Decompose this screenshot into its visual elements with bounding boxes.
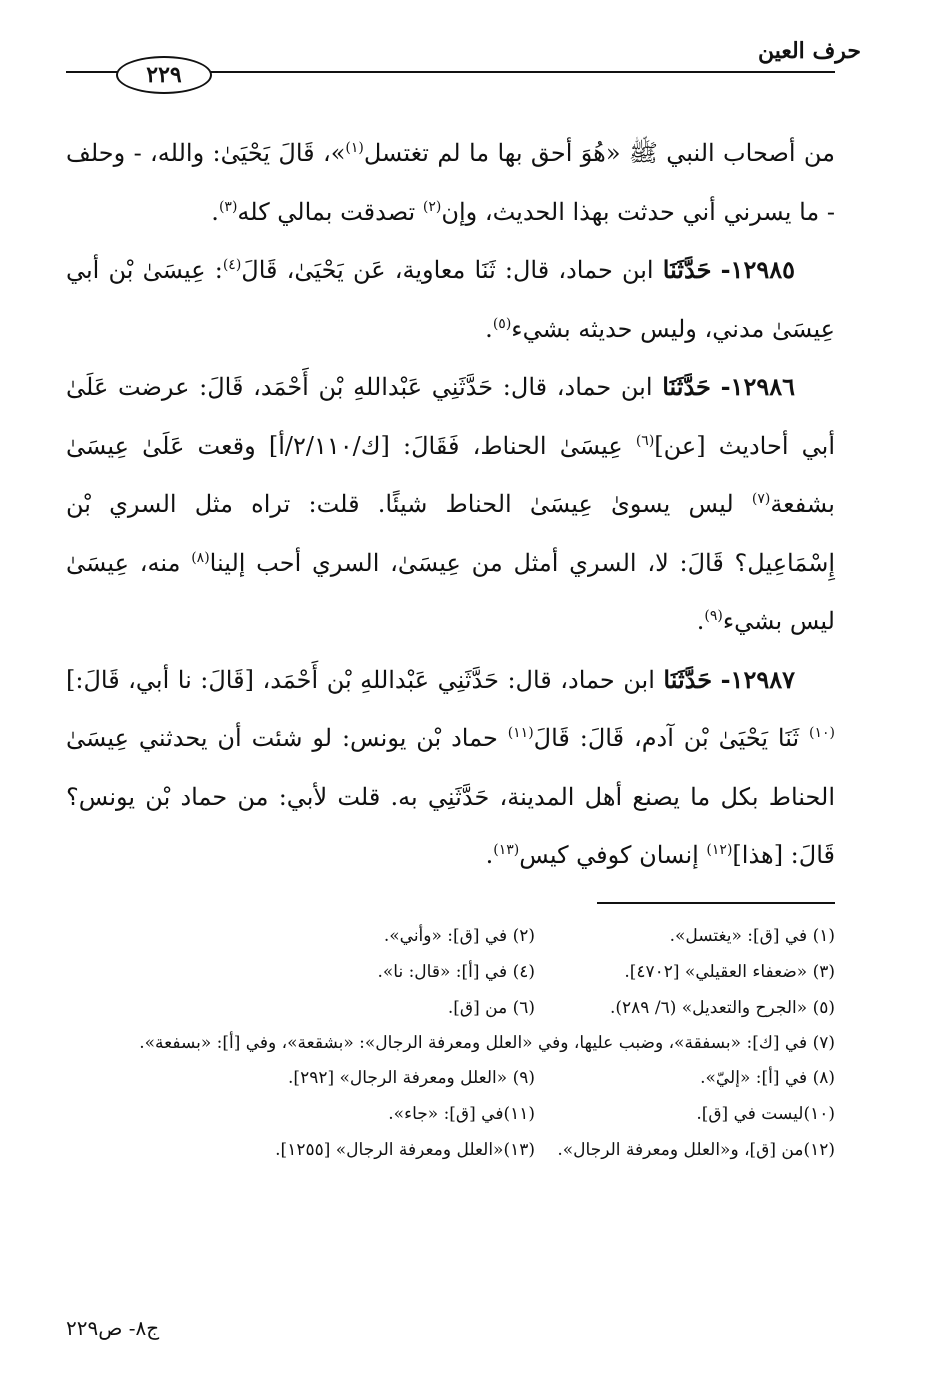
footnote-13: (١٣)«العلل ومعرفة الرجال» [١٢٥٥]. bbox=[275, 1140, 535, 1160]
footnote-row bbox=[66, 990, 835, 1026]
footnote-marker: (٤) bbox=[222, 257, 242, 273]
hadith-number: ١٢٩٨٧- bbox=[720, 664, 795, 694]
footnote-marker: (٥) bbox=[492, 315, 512, 332]
footnote-8: (٨) في [أ]: «إليّ». bbox=[700, 1068, 835, 1088]
footnote-3: (٣) «ضعفاء العقيلي» [٤٧٠٢]. bbox=[624, 962, 835, 982]
footnote-row bbox=[66, 918, 835, 954]
footnote-row bbox=[66, 1060, 835, 1096]
footnote-10: (١٠)ليست في [ق]. bbox=[696, 1104, 835, 1124]
page-number: ٢٢٩ bbox=[116, 56, 212, 94]
paragraph-12987 bbox=[66, 651, 835, 885]
footnote-rule bbox=[597, 902, 835, 904]
footnote-5: (٥) «الجرح والتعديل» (٦/ ٢٨٩). bbox=[610, 998, 835, 1018]
paragraph-12986 bbox=[66, 358, 835, 651]
footnote-row bbox=[66, 1132, 835, 1168]
footnote-1: (١) في [ق]: «يغتسل». bbox=[669, 926, 835, 946]
footnote-marker: (١٣) bbox=[493, 842, 520, 858]
footnote-4: (٤) في [أ]: «قال: نا». bbox=[377, 962, 535, 982]
footnote-marker: (١٢) bbox=[706, 842, 733, 858]
hadith-text: ابن حماد، قال: حَدَّثَنِي عَبْداللهِ بْن أَحْمَد، [قَالَ: نا أبي، قَالَ:]$^{(١٠)}$ ثَنَا يَحْيَىٰ بْن آدم، قَالَ: قَالَ$^{(١١)}$ حماد بْن يونس: لو شئت أن يحدثني عِيسَىٰ الحناط بكل ما يصنع أهل المدينة، حَدَّثَنِي به. قلت لأبي: من حماد بْن يونس؟ قَالَ: [هذا]$^{(١٢)}$ إنسان كوفي كيس$^{(١٣)}$. bbox=[66, 665, 835, 869]
haddathana-word: حَدَّثَنَا bbox=[663, 664, 713, 694]
footnote-12: (١٢)من [ق]، و«العلل ومعرفة الرجال». bbox=[557, 1140, 835, 1160]
hadith-number: ١٢٩٨٥- bbox=[720, 255, 795, 284]
footnote-9: (٩) «العلل ومعرفة الرجال» [٢٩٢]. bbox=[288, 1068, 535, 1088]
footnote-marker: (١) bbox=[345, 140, 364, 156]
footnote-marker: (١٠) bbox=[809, 725, 835, 741]
hadith-text: ابن حماد، قال: ثَنَا معاوية، عَن يَحْيَىٰ، قَالَ$^{(٤)}$: عِيسَىٰ بْن أبي عِيسَىٰ مدني، وليس حديثه بشيء$^{(٥)}$. bbox=[66, 256, 835, 343]
footnote-marker: (٧) bbox=[751, 491, 771, 507]
hadith-text: ابن حماد، قال: حَدَّثَنِي عَبْداللهِ بْن أَحْمَد، قَالَ: عرضت عَلَىٰ أبي أحاديث [عن]$^{(٦)}$ عِيسَىٰ الحناط، فَقَالَ: [ك/٢/١١٠/أ] وقعت عَلَىٰ عِيسَىٰ بشفعة$^{(٧)}$ ليس يسوىٰ عِيسَىٰ الحناط شيئًا. قلت: تراه مثل السري بْن إِسْمَاعِيل؟ قَالَ: لا، السري أمثل من عِيسَىٰ، السري أحب إلينا$^{(٨)}$ منه، عِيسَىٰ ليس بشيء$^{(٩)}$. bbox=[66, 373, 835, 635]
footnotes bbox=[66, 918, 835, 1168]
footnote-2: (٢) في [ق]: «وأني». bbox=[383, 926, 535, 946]
footnote-marker: (٢) bbox=[422, 198, 442, 215]
paragraph-1: من أصحاب النبي ﷺ «هُوَ أحق بها ما لم تغتسل$^{(١)}$»، قَالَ يَحْيَىٰ: والله، - وحلف - ما يسرني أني حدثت بهذا الحديث، وإن$^{(٢)}$ تصدقت بمالي كله$^{(٣)}$. bbox=[66, 139, 835, 226]
main-text bbox=[66, 124, 835, 885]
volume-page-reference: ج٨- ص٢٢٩ bbox=[66, 1316, 160, 1340]
haddathana-word: حَدَّثَنَا bbox=[662, 372, 711, 401]
running-head: حرف العين bbox=[757, 38, 861, 64]
footnote-row bbox=[66, 954, 835, 990]
footnote-marker: (٣) bbox=[218, 198, 238, 215]
footnote-marker: (٨) bbox=[191, 549, 210, 566]
footnote-marker: (٩) bbox=[704, 608, 723, 624]
haddathana-word: حَدَّثَنَا bbox=[662, 255, 712, 284]
paragraph-12985 bbox=[66, 241, 835, 358]
footnote-6: (٦) من [ق]. bbox=[447, 998, 535, 1018]
footnote-row bbox=[66, 1096, 835, 1132]
footnote-7: (٧) في [ك]: «بسفقة»، وضبب عليها، وفي «العلل ومعرفة الرجال»: «بشقعة»، وفي [أ]: «بسفعة». bbox=[139, 1033, 835, 1053]
footnote-marker: (٦) bbox=[635, 432, 655, 449]
hadith-number: ١٢٩٨٦- bbox=[720, 372, 795, 401]
footnote-marker: (١١) bbox=[507, 725, 534, 741]
footnote-11: (١١)في [ق]: «جاء». bbox=[388, 1104, 535, 1124]
